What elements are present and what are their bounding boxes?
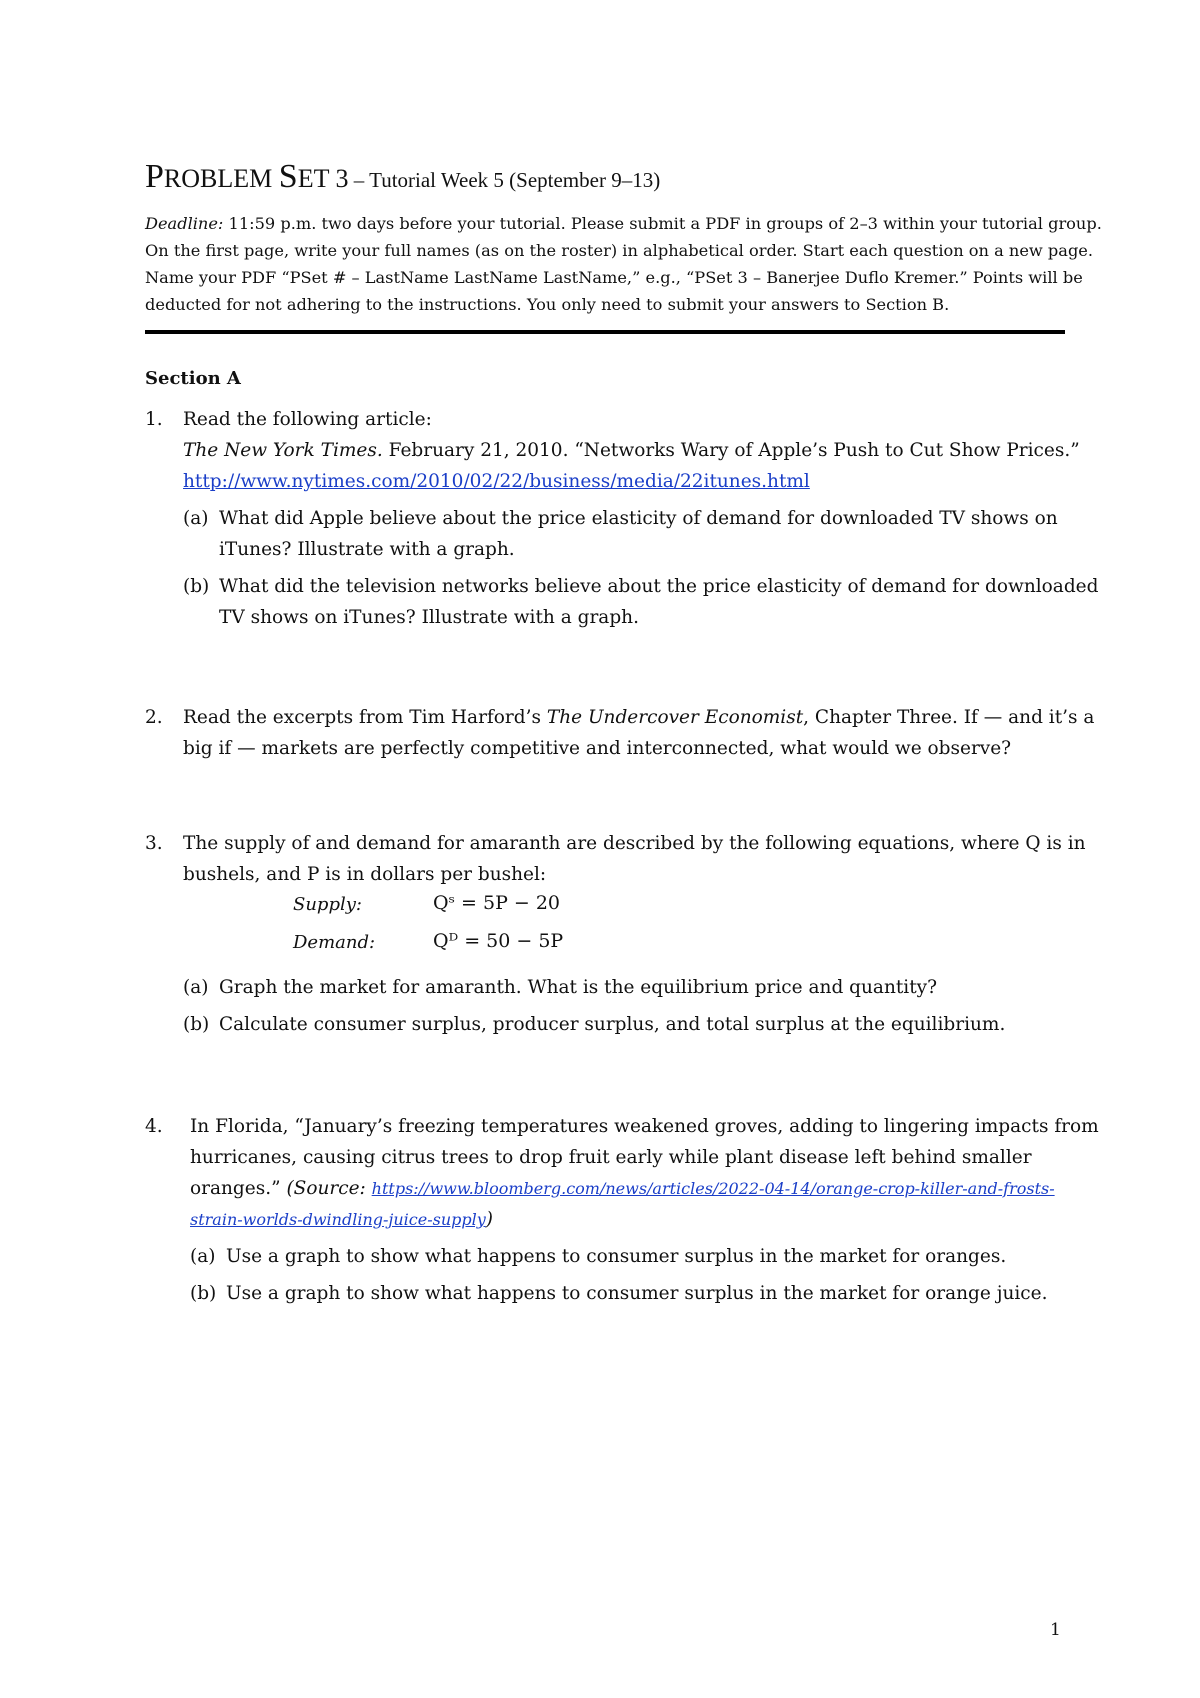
question-1 — [145, 404, 1099, 633]
question-text: In Florida, “January’s freezing temperatures weakened groves, adding to lingering impacts from — [190, 1116, 1099, 1137]
subquestion-text: What did the television networks believe about the price elasticity of demand for downloaded — [219, 576, 1099, 597]
question-4 — [145, 1111, 1099, 1309]
deadline-line-2: On the first page, write your full names (as on the roster) in alphabetical order. Start each question on a new page. — [145, 241, 1094, 260]
title-word1: ROBLEM — [163, 164, 279, 193]
title-subtitle: – Tutorial Week 5 (September 9–13) — [348, 168, 661, 192]
subquestion-text: Calculate consumer surplus, producer surplus, and total surplus at the equilibrium. — [219, 1014, 1006, 1035]
subquestion-label: (b) — [183, 1014, 210, 1035]
question-4a — [190, 1241, 1065, 1272]
deadline-instructions — [145, 210, 1102, 318]
question-text: Read the following article: — [183, 409, 432, 430]
article-citation — [183, 435, 1080, 466]
text-segment: , Chapter Three. If — and it’s a — [803, 707, 1095, 728]
question-number: 1. — [145, 409, 163, 430]
horizontal-rule — [145, 330, 1065, 334]
question-2 — [145, 702, 1095, 764]
title-initial-s: S — [278, 158, 298, 195]
deadline-label: Deadline: — [145, 214, 224, 233]
question-text: The supply of and demand for amaranth are described by the following equations, where Q is in — [183, 833, 1086, 854]
title-word2: ET 3 — [297, 164, 349, 193]
citation-source: The New York Times. — [183, 440, 383, 461]
question-number: 2. — [145, 707, 163, 728]
subquestion-text: Graph the market for amaranth. What is the equilibrium price and quantity? — [219, 977, 938, 998]
supply-equation-row — [183, 890, 1065, 928]
text-segment: Read the excerpts from Tim Harford’s — [183, 707, 547, 728]
subquestion-text: What did Apple believe about the price elasticity of demand for downloaded TV shows on — [219, 508, 1058, 529]
question-text: hurricanes, causing citrus trees to drop fruit early while plant disease left behind smaller — [190, 1147, 1032, 1168]
question-4b — [190, 1278, 1065, 1309]
page-title — [145, 158, 660, 196]
question-text-with-source — [190, 1173, 1065, 1204]
deadline-line-3: Name your PDF “PSet # – LastName LastName LastName,” e.g., “PSet 3 – Banerjee Duflo Kremer.” Points will be — [145, 268, 1083, 287]
text-segment: oranges.” — [190, 1178, 287, 1199]
demand-equation-row — [183, 928, 1065, 966]
section-a-heading: Section A — [145, 368, 241, 389]
question-1b — [183, 571, 1099, 633]
deadline-line-1 — [145, 210, 1102, 237]
question-text — [183, 702, 1095, 733]
supply-equation: Qˢ = 5P − 20 — [433, 892, 561, 914]
close-paren: ) — [485, 1209, 493, 1230]
page-number: 1 — [1050, 1620, 1061, 1640]
deadline-line-4: deducted for not adhering to the instructions. You only need to submit your answers to Section B. — [145, 295, 950, 314]
source-label: (Source: — [286, 1178, 372, 1199]
article-link[interactable]: http://www.nytimes.com/2010/02/22/business/media/22itunes.html — [183, 471, 810, 492]
demand-equation: Qᴰ = 50 − 5P — [433, 930, 564, 952]
question-3 — [145, 828, 1086, 1040]
subquestion-text: TV shows on iTunes? Illustrate with a graph. — [219, 607, 639, 628]
subquestion-text: Use a graph to show what happens to consumer surplus in the market for orange juice. — [226, 1283, 1048, 1304]
subquestion-label: (a) — [190, 1246, 216, 1267]
subquestion-label: (b) — [183, 576, 210, 597]
source-link[interactable]: https://www.bloomberg.com/news/articles/2022-04-14/orange-crop-killer-and-frosts- — [371, 1179, 1055, 1198]
deadline-text-1: 11:59 p.m. two days before your tutorial. Please submit a PDF in groups of 2–3 within your tutorial group. — [223, 214, 1102, 233]
question-text: bushels, and P is in dollars per bushel: — [183, 864, 547, 885]
subquestion-label: (a) — [183, 508, 209, 529]
question-number: 3. — [145, 833, 163, 854]
subquestion-text: iTunes? Illustrate with a graph. — [219, 539, 515, 560]
supply-label: Supply: — [293, 894, 362, 915]
question-3b — [183, 1009, 1065, 1040]
title-initial-p: P — [145, 158, 164, 195]
question-number: 4. — [145, 1116, 163, 1137]
question-1a — [183, 503, 1065, 565]
source-link-continued[interactable]: strain-worlds-dwindling-juice-supply — [190, 1210, 486, 1229]
book-title: The Undercover Economist — [546, 707, 804, 728]
subquestion-label: (b) — [190, 1283, 217, 1304]
question-text: big if — markets are perfectly competitive and interconnected, what would we observe? — [183, 738, 1012, 759]
subquestion-label: (a) — [183, 977, 209, 998]
subquestion-text: Use a graph to show what happens to consumer surplus in the market for oranges. — [226, 1246, 1007, 1267]
demand-label: Demand: — [293, 932, 376, 953]
question-3a — [183, 972, 1065, 1003]
citation-details: February 21, 2010. “Networks Wary of Apple’s Push to Cut Show Prices.” — [382, 440, 1080, 461]
